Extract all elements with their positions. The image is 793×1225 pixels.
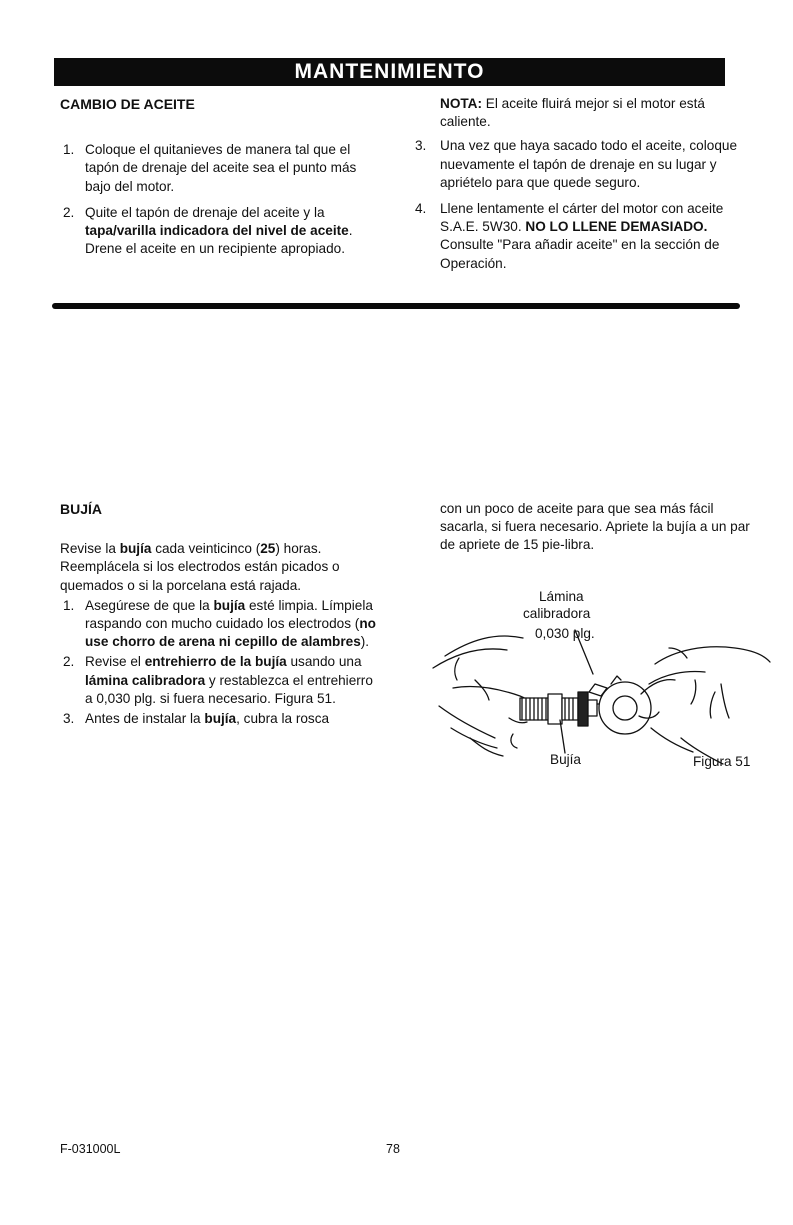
step-number: 3. bbox=[63, 711, 75, 727]
step-text: y restablezca el entrehierro a 0,030 plg. si fuera necesario. Figura 51. bbox=[85, 672, 373, 706]
spark-plug-intro bbox=[60, 540, 382, 595]
step-text: ). bbox=[360, 634, 370, 650]
step-number: 3. bbox=[415, 138, 427, 154]
step-emphasis: lámina calibradora bbox=[85, 672, 206, 688]
oil-step-2 bbox=[60, 204, 380, 259]
step-text: Llene lentamente el cárter del motor con aceite S.A.E. 5W30. bbox=[440, 201, 724, 235]
step-number: 2. bbox=[63, 204, 75, 220]
oil-change-left-column bbox=[60, 95, 380, 266]
plug-step-2 bbox=[60, 653, 382, 708]
page-number: 78 bbox=[386, 1142, 400, 1156]
spark-plug-continued-text: con un poco de aceite para que sea más fácil sacarla, si fuera necesario. Apriete la bujía a un par de apriete de 15 pie-libra. bbox=[440, 501, 750, 553]
step-text: Una vez que haya sacado todo el aceite, coloque nuevamente el tapón de drenaje en su lugar y apriételo para que quede seguro. bbox=[440, 138, 738, 190]
oil-note bbox=[412, 95, 742, 131]
step-emphasis: NO LO LLENE DEMASIADO. bbox=[525, 219, 708, 235]
intro-text: Revise la bbox=[60, 541, 120, 557]
plug-step-3 bbox=[60, 710, 382, 728]
step-number: 4. bbox=[415, 201, 427, 217]
figure-label-gap: 0,030 plg. bbox=[535, 626, 595, 641]
note-text: El aceite fluirá mejor si el motor está caliente. bbox=[440, 96, 705, 130]
intro-emphasis: bujía bbox=[119, 541, 152, 557]
step-text: . Drene el aceite en un recipiente apropiado. bbox=[85, 223, 353, 257]
note-label: NOTA: bbox=[440, 96, 483, 111]
step-text: Quite el tapón de drenaje del aceite y la bbox=[85, 204, 325, 220]
oil-steps-list-a bbox=[60, 141, 380, 258]
step-emphasis: entrehierro de la bujía bbox=[144, 654, 287, 670]
oil-step-1 bbox=[60, 141, 380, 196]
step-number: 2. bbox=[63, 654, 75, 670]
step-text: Asegúrese de que la bbox=[85, 597, 214, 613]
spark-plug-heading: BUJÍA bbox=[60, 501, 103, 517]
step-number: 1. bbox=[63, 597, 75, 613]
step-text: Consulte "Para añadir aceite" en la sección de Operación. bbox=[440, 237, 720, 271]
intro-text: ) horas. Reemplácela si los electrodos están picados o quemados o si la porcelana está rajada. bbox=[60, 541, 340, 593]
step-text: esté limpia. Límpiela raspando con mucho cuidado los electrodos ( bbox=[85, 597, 373, 632]
oil-change-right-column bbox=[412, 95, 742, 281]
figure-label-lamina-1: Lámina bbox=[539, 589, 584, 604]
step-text: Coloque el quitanieves de manera tal que el tapón de drenaje del aceite sea el punto más bajo del motor. bbox=[85, 142, 357, 194]
section-banner: MANTENIMIENTO bbox=[54, 58, 725, 86]
step-emphasis: bujía bbox=[204, 711, 237, 727]
step-text: , cubra la rosca bbox=[236, 711, 330, 727]
oil-step-3 bbox=[412, 137, 742, 192]
figure-label-lamina-2: calibradora bbox=[523, 606, 591, 621]
step-text: usando una bbox=[286, 654, 362, 670]
figure-caption: Figura 51 bbox=[693, 754, 751, 769]
oil-steps-list-b bbox=[412, 137, 742, 272]
figure-51 bbox=[425, 588, 785, 788]
step-text: Revise el bbox=[85, 654, 145, 670]
spark-plug-right-column bbox=[440, 500, 760, 555]
oil-step-4 bbox=[412, 200, 742, 273]
oil-change-heading: CAMBIO DE ACEITE bbox=[60, 96, 195, 112]
intro-text: cada veinticinco ( bbox=[151, 541, 261, 557]
spark-plug-left-column bbox=[60, 500, 382, 736]
step-text: Antes de instalar la bbox=[85, 711, 205, 727]
step-emphasis: no use chorro de arena ni cepillo de alambres bbox=[85, 616, 376, 650]
step-number: 1. bbox=[63, 142, 75, 158]
intro-emphasis: 25 bbox=[260, 541, 276, 557]
figure-label-bujia: Bujía bbox=[550, 752, 581, 767]
spark-plug-steps bbox=[60, 597, 382, 728]
section-divider bbox=[52, 303, 740, 309]
step-emphasis: bujía bbox=[213, 597, 246, 613]
footer-code: F-031000L bbox=[60, 1142, 121, 1156]
step-emphasis: tapa/varilla indicadora del nivel de aceite bbox=[85, 223, 349, 239]
plug-step-1 bbox=[60, 597, 382, 652]
